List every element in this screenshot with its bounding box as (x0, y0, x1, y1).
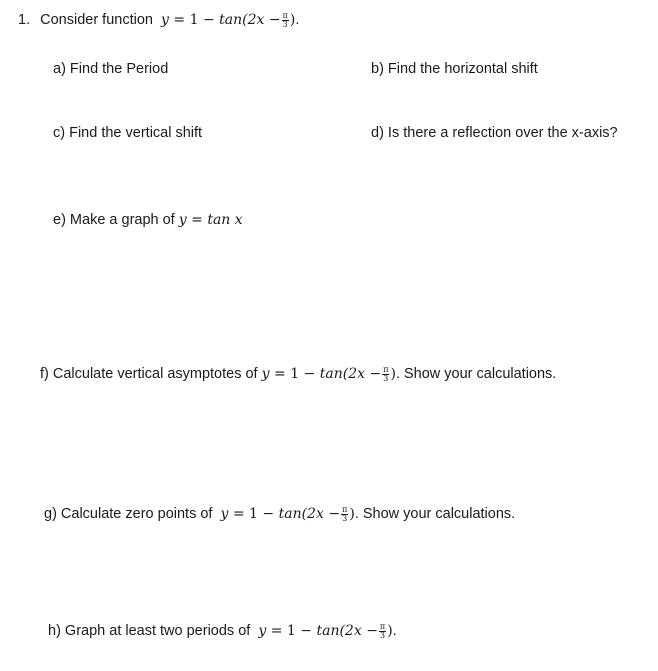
tan-x-expression: y = tan x (178, 212, 243, 228)
part-g-suffix: . Show your calculations. (354, 506, 516, 522)
part-e (53, 210, 243, 230)
part-a-label: a) Find the Period (53, 61, 169, 77)
part-h-suffix: . (392, 623, 397, 639)
part-h (48, 621, 397, 641)
part-f (40, 364, 556, 384)
part-b-label: b) Find the horizontal shift (371, 61, 538, 77)
pi-over-3-fraction: $\frac{\pi}{3}$ (383, 364, 389, 383)
function-expression: y = 1 − tan(2x − $\frac{\pi}{3}$ ) (161, 10, 296, 29)
pi-over-3-fraction: $\frac{\pi}{3}$ (282, 10, 288, 29)
part-g (44, 504, 515, 524)
function-expression-f: y = 1 − tan(2x − $\frac{\pi}{3}$ ) (261, 364, 396, 383)
pi-over-3-fraction: $\frac{\pi}{3}$ (379, 621, 386, 640)
part-f-label: f) Calculate vertical asymptotes of (40, 366, 258, 382)
question-1-header: 1. Consider function y = 1 − tan(2x − $\frac{\pi}{3}$ ). (18, 10, 300, 29)
question-number: 1. (18, 12, 31, 28)
part-d-label: d) Is there a reflection over the x-axis? (371, 125, 618, 141)
function-expression-h: y = 1 − tan(2x − $\frac{\pi}{3}$ ) (258, 621, 393, 640)
part-f-suffix: . Show your calculations. (395, 366, 557, 382)
pi-over-3-fraction: $\frac{\pi}{3}$ (342, 504, 348, 523)
part-e-label: e) Make a graph of (53, 212, 175, 228)
part-c-label: c) Find the vertical shift (53, 125, 203, 141)
part-h-label: h) Graph at least two periods of (48, 623, 251, 639)
question-intro: Consider function (40, 12, 153, 28)
function-expression-g: y = 1 − tan(2x − $\frac{\pi}{3}$ ) (220, 504, 355, 523)
part-g-label: g) Calculate zero points of (44, 506, 213, 522)
